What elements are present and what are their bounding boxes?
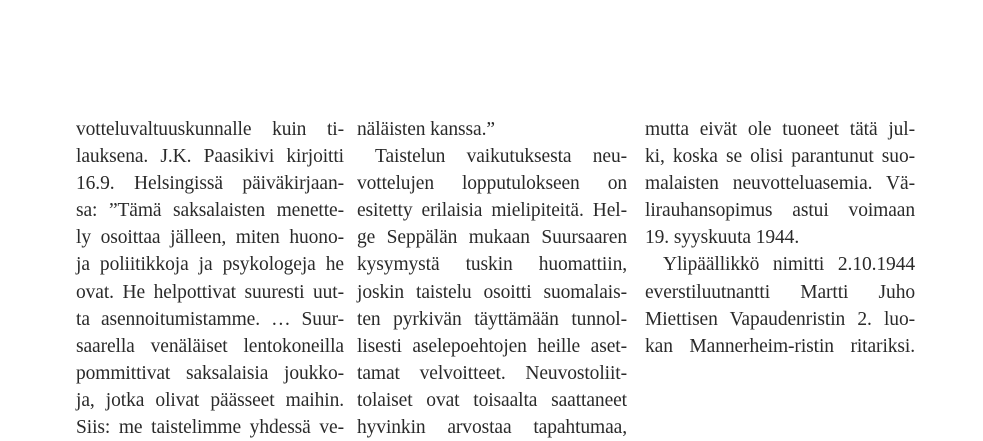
text-line: ovat. He helpottivat suuresti uut- — [76, 281, 344, 303]
text-line: ten pyrkivän täyttämään tunnol- — [357, 308, 627, 330]
text-line: ki, koska se olisi parantunut suo- — [645, 146, 915, 168]
text-line: 19. syyskuuta 1944. — [645, 227, 800, 249]
text-line: saarella venäläiset lentokoneilla — [76, 335, 344, 357]
text-line: näläisten kanssa.” — [357, 119, 495, 140]
text-column-2 — [357, 116, 627, 441]
text-line: lirauhansopimus astui voimaan — [645, 200, 915, 222]
text-line: esitetty erilaisia mielipiteitä. Hel- — [357, 200, 627, 222]
text-line: kan Mannerheim-ristin ritariksi. — [645, 335, 915, 357]
text-line: lisesti aselepoehtojen heille aset- — [357, 335, 627, 357]
text-line: ja poliitikkoja ja psykologeja he — [76, 254, 344, 276]
text-line: pommittivat saksalaisia joukko- — [76, 362, 344, 384]
text-line: ly osoittaa jälleen, miten huono- — [76, 227, 344, 249]
text-line: 16.9. Helsingissä päiväkirjaan- — [76, 173, 344, 195]
text-line: Miettisen Vapaudenristin 2. luo- — [645, 308, 915, 330]
text-line: kysymystä tuskin huomattiin, — [357, 254, 627, 276]
text-line: ge Seppälän mukaan Suursaaren — [357, 227, 627, 249]
text-line: ta asennoitumistamme. … Suur- — [76, 308, 344, 330]
text-line: mutta eivät ole tuoneet tätä jul- — [645, 119, 915, 140]
text-line: Taistelun vaikutuksesta neu- — [375, 146, 627, 168]
text-line: tolaiset ovat toisaalta saattaneet — [357, 389, 627, 411]
text-line: sa: ”Tämä saksalaisten menette- — [76, 200, 344, 222]
text-line: Siis: me taistelimme yhdessä ve- — [76, 417, 344, 439]
text-column-3 — [645, 116, 915, 360]
text-line: vottelujen lopputulokseen on — [357, 173, 627, 195]
text-line: hyvinkin arvostaa tapahtumaa, — [357, 417, 627, 439]
text-line: Ylipäällikkö nimitti 2.10.1944 — [663, 254, 915, 276]
text-column-1 — [76, 116, 344, 441]
text-line: lauksena. J.K. Paasikivi kirjoitti — [76, 146, 344, 168]
text-line: malaisten neuvotteluasemia. Vä- — [645, 173, 915, 195]
text-line: tamat velvoitteet. Neuvostoliit- — [357, 362, 627, 384]
text-line: everstiluutnantti Martti Juho — [645, 281, 915, 303]
text-line: joskin taistelu osoitti suomalais- — [357, 281, 627, 303]
text-line: ja, jotka olivat päässeet maihin. — [76, 389, 344, 411]
text-line: votteluvaltuuskunnalle kuin ti- — [76, 119, 344, 140]
